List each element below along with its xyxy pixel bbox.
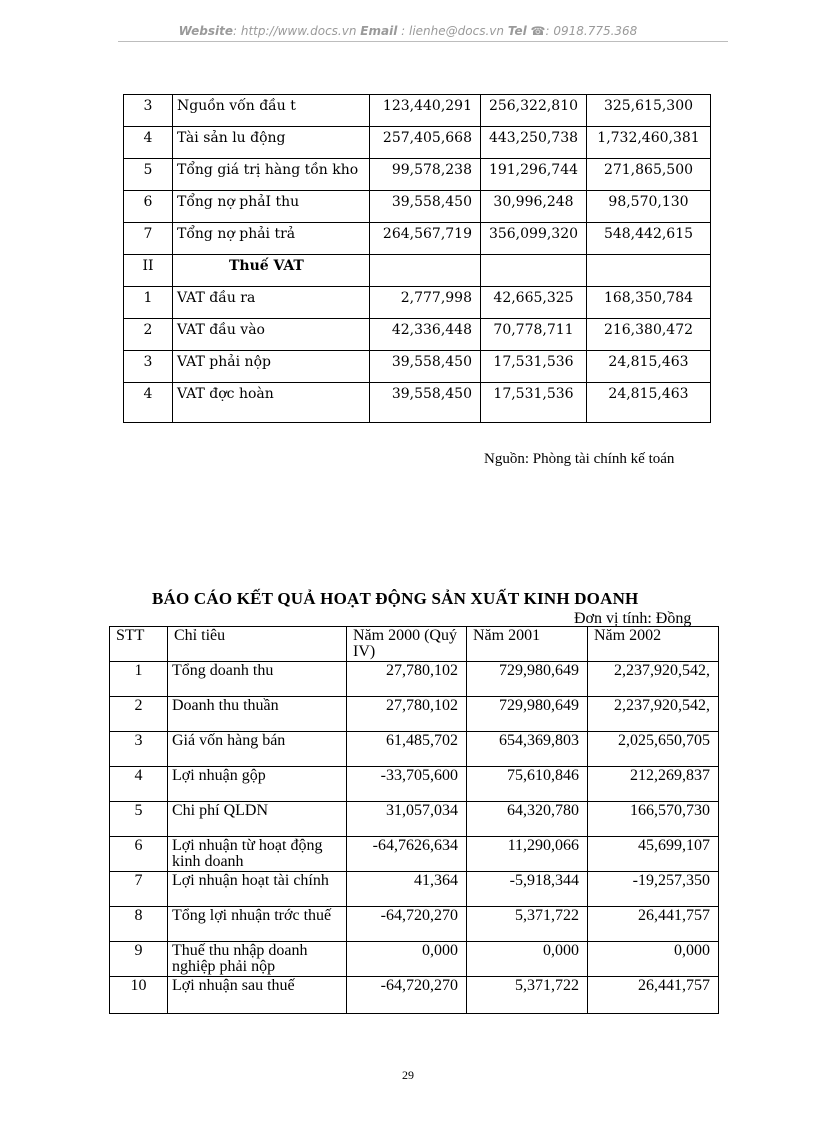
value-2002: 26,441,757 — [588, 977, 719, 1014]
value-2002: 2,237,920,542, — [588, 662, 719, 697]
value-2001: 5,371,722 — [467, 907, 588, 942]
row-number: 4 — [124, 127, 173, 159]
unit-note: Đơn vị tính: Đồng — [574, 610, 692, 627]
value-2002: -19,257,350 — [588, 872, 719, 907]
value-col-3: 1,732,460,381 — [587, 127, 711, 159]
table-row — [110, 697, 719, 732]
table-row — [124, 159, 711, 191]
value-col-3: 548,442,615 — [587, 223, 711, 255]
value-col-2: 30,996,248 — [481, 191, 587, 223]
value-col-2: 256,322,810 — [481, 95, 587, 127]
row-number: 6 — [110, 837, 168, 872]
value-2002: 45,699,107 — [588, 837, 719, 872]
value-col-1: 39,558,450 — [370, 383, 481, 423]
value-2000: 41,364 — [347, 872, 467, 907]
value-col-3 — [587, 255, 711, 287]
value-2002: 2,025,650,705 — [588, 732, 719, 767]
value-col-2 — [481, 255, 587, 287]
value-col-1 — [370, 255, 481, 287]
row-label: Chi phí QLDN — [168, 802, 347, 837]
row-label: Tổng giá trị hàng tồn kho — [173, 159, 370, 191]
table-row — [124, 191, 711, 223]
value-2000: 27,780,102 — [347, 662, 467, 697]
email-label: Email — [360, 24, 398, 38]
row-number: 9 — [110, 942, 168, 977]
value-col-2: 17,531,536 — [481, 383, 587, 423]
row-number: 1 — [124, 287, 173, 319]
row-number: 3 — [124, 95, 173, 127]
page-number: 29 — [402, 1068, 414, 1082]
value-2000: -64,7626,634 — [347, 837, 467, 872]
value-col-3: 271,865,500 — [587, 159, 711, 191]
value-col-2: 17,531,536 — [481, 351, 587, 383]
table-row — [124, 287, 711, 319]
table-header-row — [110, 627, 719, 662]
row-label: VAT đầu vào — [173, 319, 370, 351]
value-col-1: 2,777,998 — [370, 287, 481, 319]
value-2001: 75,610,846 — [467, 767, 588, 802]
row-label: Doanh thu thuần — [168, 697, 347, 732]
value-col-3: 24,815,463 — [587, 351, 711, 383]
table-row — [110, 872, 719, 907]
value-col-1: 39,558,450 — [370, 191, 481, 223]
row-number: 3 — [110, 732, 168, 767]
table-row — [124, 255, 711, 287]
row-label: VAT đợc hoàn — [173, 383, 370, 423]
row-number: 7 — [110, 872, 168, 907]
value-2002: 2,237,920,542, — [588, 697, 719, 732]
row-number: 6 — [124, 191, 173, 223]
value-2001: 64,320,780 — [467, 802, 588, 837]
value-col-1: 257,405,668 — [370, 127, 481, 159]
header-stt: STT — [110, 627, 168, 662]
value-col-2: 356,099,320 — [481, 223, 587, 255]
row-label: Lợi nhuận sau thuế — [168, 977, 347, 1014]
value-2002: 166,570,730 — [588, 802, 719, 837]
table-row — [124, 95, 711, 127]
financial-indicators-table — [123, 94, 711, 423]
row-number: 2 — [124, 319, 173, 351]
row-label: VAT phải nộp — [173, 351, 370, 383]
row-number: 10 — [110, 977, 168, 1014]
value-2000: -64,720,270 — [347, 977, 467, 1014]
value-2001: 729,980,649 — [467, 697, 588, 732]
value-2000: -64,720,270 — [347, 907, 467, 942]
value-col-2: 42,665,325 — [481, 287, 587, 319]
row-label: Lợi nhuận hoạt tài chính — [168, 872, 347, 907]
value-2001: -5,918,344 — [467, 872, 588, 907]
source-note: Nguồn: Phòng tài chính kế toán — [484, 451, 675, 467]
row-label: Lợi nhuận từ hoạt động kinh doanh — [168, 837, 347, 872]
row-label: Nguồn vốn đầu t — [173, 95, 370, 127]
value-2000: 0,000 — [347, 942, 467, 977]
table-row — [124, 383, 711, 423]
row-label: Tổng lợi nhuận trớc thuế — [168, 907, 347, 942]
header-year-2000: Năm 2000 (Quý IV) — [347, 627, 467, 662]
table-row — [110, 942, 719, 977]
website-value: : http://www.docs.vn — [233, 24, 357, 38]
value-2001: 0,000 — [467, 942, 588, 977]
value-2000: -33,705,600 — [347, 767, 467, 802]
row-number: 4 — [124, 383, 173, 423]
value-col-2: 70,778,711 — [481, 319, 587, 351]
value-col-2: 443,250,738 — [481, 127, 587, 159]
table-row — [110, 977, 719, 1014]
table-row — [110, 767, 719, 802]
table-row — [124, 127, 711, 159]
value-col-1: 264,567,719 — [370, 223, 481, 255]
header-indicator: Chỉ tiêu — [168, 627, 347, 662]
value-col-1: 99,578,238 — [370, 159, 481, 191]
value-col-3: 24,815,463 — [587, 383, 711, 423]
value-col-3: 325,615,300 — [587, 95, 711, 127]
row-number: II — [124, 255, 173, 287]
website-label: Website — [178, 24, 233, 38]
tel-label: Tel — [507, 24, 527, 38]
tel-value: ☎: 0918.775.368 — [530, 24, 638, 38]
value-2002: 0,000 — [588, 942, 719, 977]
row-label: VAT đầu ra — [173, 287, 370, 319]
value-2001: 11,290,066 — [467, 837, 588, 872]
email-value: : lienhe@docs.vn — [401, 24, 504, 38]
value-2001: 5,371,722 — [467, 977, 588, 1014]
value-2001: 729,980,649 — [467, 662, 588, 697]
table-row — [124, 319, 711, 351]
row-number: 8 — [110, 907, 168, 942]
value-2002: 212,269,837 — [588, 767, 719, 802]
row-label: Thuế thu nhập doanh nghiệp phải nộp — [168, 942, 347, 977]
value-2002: 26,441,757 — [588, 907, 719, 942]
row-number: 5 — [110, 802, 168, 837]
value-col-3: 168,350,784 — [587, 287, 711, 319]
row-label: Tổng doanh thu — [168, 662, 347, 697]
value-col-3: 98,570,130 — [587, 191, 711, 223]
table-row — [110, 662, 719, 697]
row-number: 2 — [110, 697, 168, 732]
value-col-1: 42,336,448 — [370, 319, 481, 351]
value-col-2: 191,296,744 — [481, 159, 587, 191]
value-2000: 31,057,034 — [347, 802, 467, 837]
report-title: BÁO CÁO KẾT QUẢ HOẠT ĐỘNG SẢN XUẤT KINH DOANH — [152, 589, 639, 608]
table-row — [110, 802, 719, 837]
row-label: Tài sản lu động — [173, 127, 370, 159]
row-label: Lợi nhuận gộp — [168, 767, 347, 802]
value-col-1: 123,440,291 — [370, 95, 481, 127]
header-year-2002: Năm 2002 — [588, 627, 719, 662]
row-label: Tổng nợ phảI thu — [173, 191, 370, 223]
value-col-1: 39,558,450 — [370, 351, 481, 383]
row-label: Giá vốn hàng bán — [168, 732, 347, 767]
row-number: 5 — [124, 159, 173, 191]
row-number: 1 — [110, 662, 168, 697]
row-number: 7 — [124, 223, 173, 255]
header-year-2001: Năm 2001 — [467, 627, 588, 662]
table-row — [110, 837, 719, 872]
table-row — [124, 223, 711, 255]
table-row — [124, 351, 711, 383]
row-label: Thuế VAT — [173, 255, 370, 287]
value-2000: 61,485,702 — [347, 732, 467, 767]
business-results-table — [109, 626, 719, 1014]
header-divider — [118, 41, 728, 42]
row-number: 4 — [110, 767, 168, 802]
page-header — [0, 24, 816, 38]
value-2001: 654,369,803 — [467, 732, 588, 767]
value-2000: 27,780,102 — [347, 697, 467, 732]
table-row — [110, 732, 719, 767]
value-col-3: 216,380,472 — [587, 319, 711, 351]
row-label: Tổng nợ phải trả — [173, 223, 370, 255]
table-row — [110, 907, 719, 942]
row-number: 3 — [124, 351, 173, 383]
